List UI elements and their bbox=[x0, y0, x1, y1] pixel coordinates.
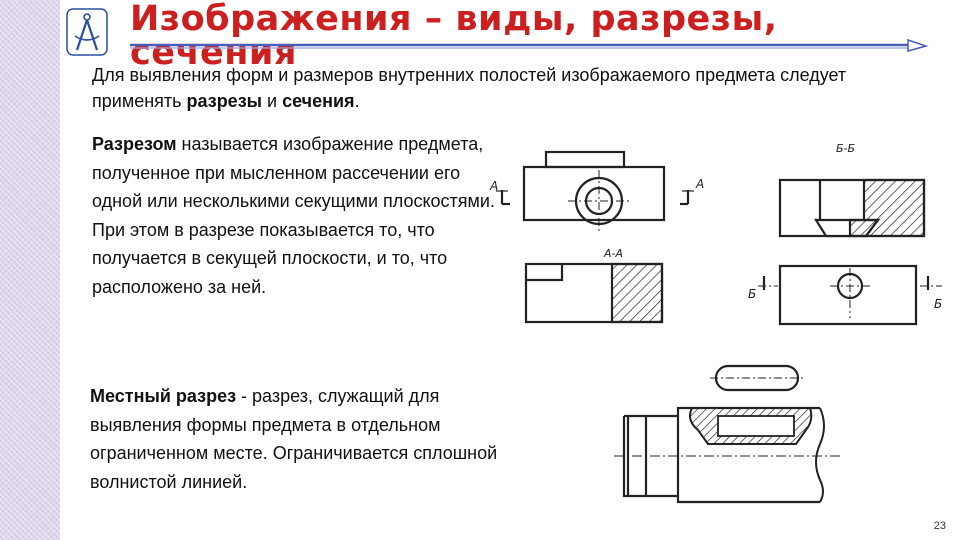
title-underline-arrow bbox=[130, 38, 930, 52]
decorative-sidebar bbox=[0, 0, 60, 540]
term-sections: разрезы bbox=[186, 91, 263, 111]
cut-label-b-left: Б bbox=[748, 287, 757, 301]
local-section-definition: Местный разрез - разрез, служащий для выявления формы предмета в отдельном ограниченном месте. Ограничивается сплошной волнистой линией. bbox=[90, 386, 498, 492]
section-aa-drawing bbox=[484, 140, 724, 340]
term-cross-sections: сечения bbox=[282, 91, 355, 111]
intro-paragraph: Для выявления форм и размеров внутренних полостей изображаемого предмета следует применять разрезы и сечения. bbox=[92, 65, 847, 111]
cut-label-a-left: А bbox=[490, 179, 499, 193]
local-section-drawing bbox=[606, 356, 856, 516]
section-label-aa: А-А bbox=[604, 247, 624, 260]
section-definition: Разрезом называется изображение предмета, полученное при мысленном рассечении его одной или несколькими секущими плоскостями. При этом в разрезе показывается то, что получается в секущей плоскости, и то, что расположено за ней. bbox=[92, 134, 495, 297]
top-view-outer-hole bbox=[576, 178, 622, 224]
term-local-section: Местный разрез bbox=[90, 386, 237, 406]
keyway-cavity bbox=[718, 416, 794, 436]
section-view-hatched-zone bbox=[612, 264, 662, 322]
section-bb-drawing bbox=[738, 140, 950, 340]
wavy-break-line bbox=[816, 408, 824, 502]
section-label-bb: Б-Б bbox=[836, 142, 856, 155]
cut-label-b-right: Б bbox=[934, 297, 943, 311]
compass-logo-icon bbox=[66, 8, 108, 56]
section-view-step bbox=[526, 264, 562, 280]
page-number: 23 bbox=[933, 520, 946, 532]
term-section: Разрезом bbox=[92, 134, 177, 154]
top-view-boss bbox=[546, 152, 624, 167]
slide-title: Изображения – виды, разрезы, сечения bbox=[130, 0, 778, 73]
cut-label-a-right: А bbox=[696, 177, 705, 191]
